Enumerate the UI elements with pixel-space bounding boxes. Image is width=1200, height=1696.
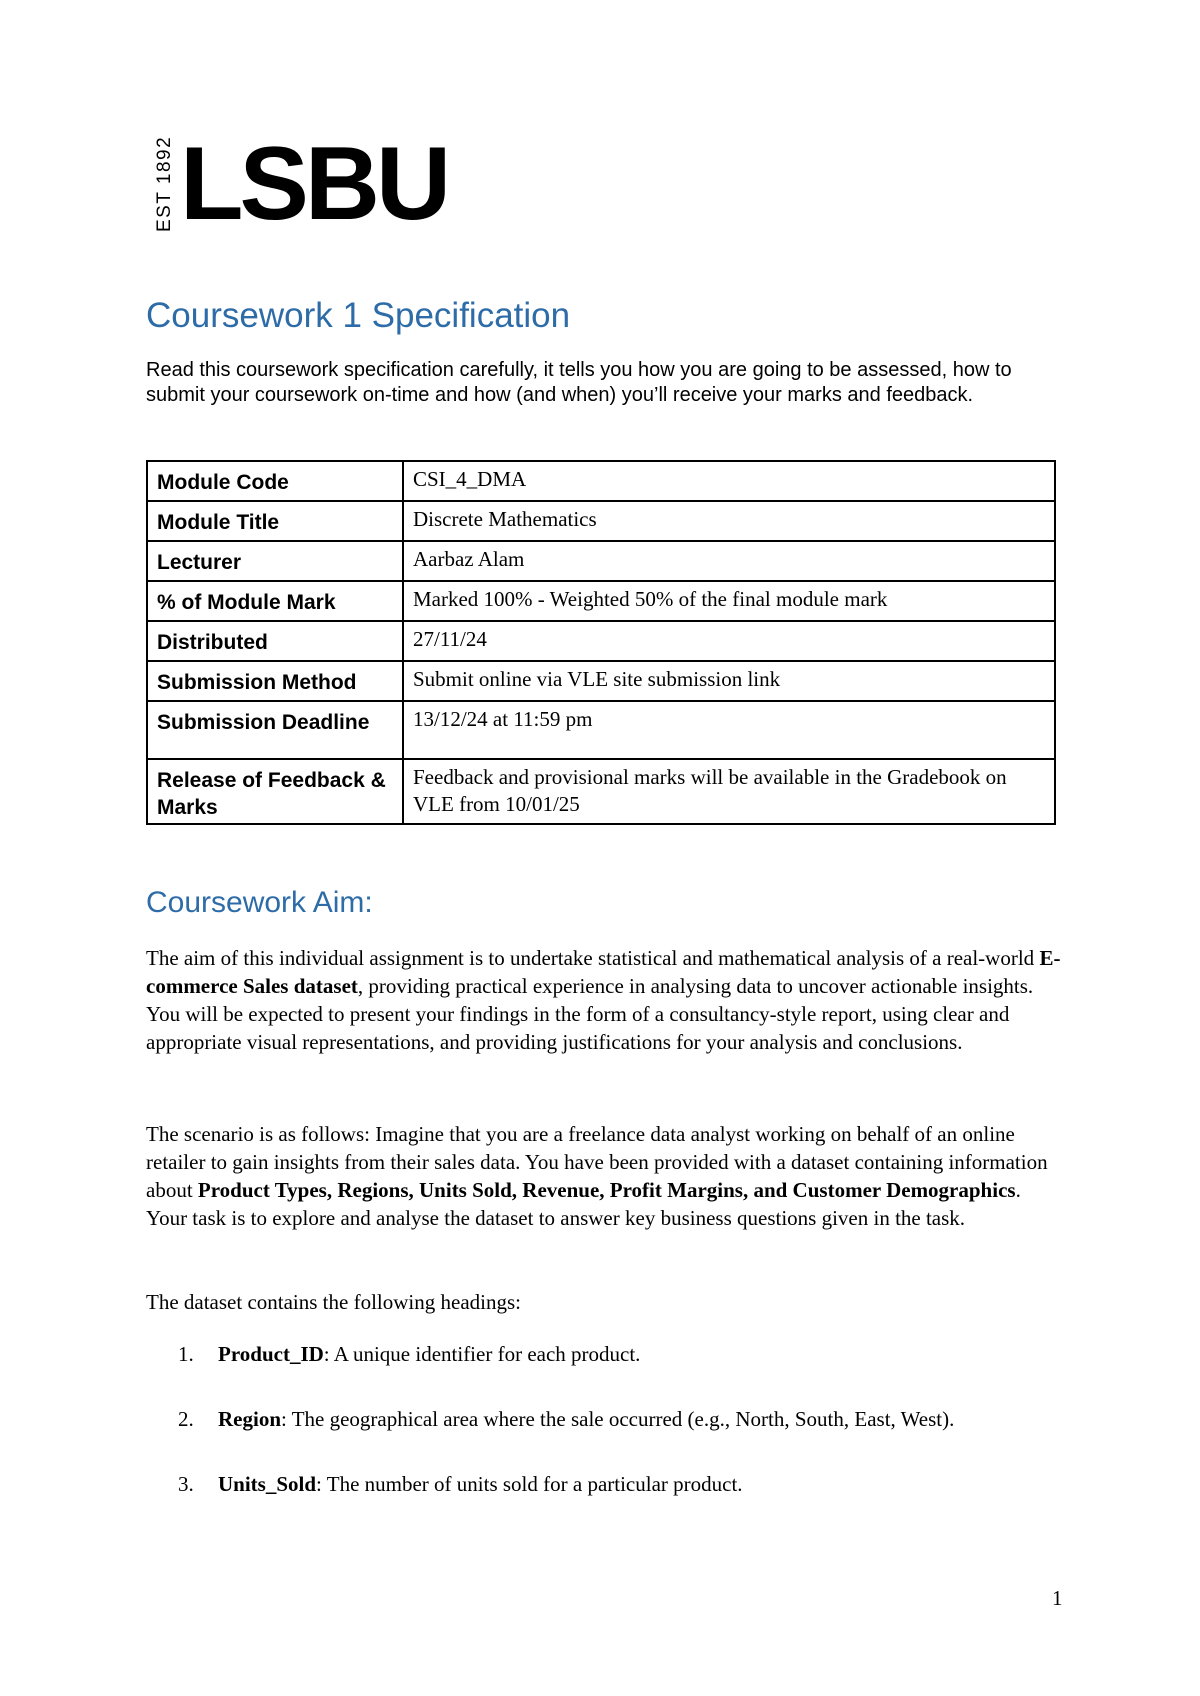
heading-name: Product_ID xyxy=(218,1342,324,1366)
table-row xyxy=(147,759,1055,824)
page-title: Coursework 1 Specification xyxy=(146,296,571,335)
row-label: Distributed xyxy=(147,621,403,661)
heading-desc: : The geographical area where the sale occurred (e.g., North, South, East, West). xyxy=(281,1407,955,1431)
row-label: Submission Deadline xyxy=(147,701,403,759)
heading-desc: : The number of units sold for a particular product. xyxy=(316,1472,743,1496)
row-value: Marked 100% - Weighted 50% of the final module mark xyxy=(403,581,1055,621)
row-label: Submission Method xyxy=(147,661,403,701)
dataset-headings-list xyxy=(146,1340,1056,1535)
table-row xyxy=(147,541,1055,581)
row-value: Feedback and provisional marks will be available in the Gradebook on VLE from 10/01/25 xyxy=(403,759,1055,824)
aim-text-before: The aim of this individual assignment is to undertake statistical and mathematical analysis of a real-world xyxy=(146,946,1040,970)
list-item xyxy=(146,1405,1056,1433)
scenario-text-before: The scenario is as follows: Imagine that you are a freelance data analyst working on behalf of an online retailer to gain insights from their sales data. You have been provided with a dataset containing information about xyxy=(146,1122,1048,1202)
logo-wordmark: LSBU xyxy=(180,126,448,242)
list-item xyxy=(146,1470,1056,1498)
scenario-text-after: . Your task is to explore and analyse the dataset to answer key business questions given in the task. xyxy=(146,1178,1021,1230)
list-number: 1. xyxy=(178,1342,194,1366)
row-label: Lecturer xyxy=(147,541,403,581)
row-value: Submit online via VLE site submission link xyxy=(403,661,1055,701)
table-row xyxy=(147,461,1055,501)
table-row xyxy=(147,661,1055,701)
row-value: Discrete Mathematics xyxy=(403,501,1055,541)
table-row xyxy=(147,501,1055,541)
row-value: 13/12/24 at 11:59 pm xyxy=(403,701,1055,759)
row-label: Release of Feedback & Marks xyxy=(147,759,403,824)
row-value: 27/11/24 xyxy=(403,621,1055,661)
list-number: 3. xyxy=(178,1472,194,1496)
intro-paragraph: Read this coursework specification carefully, it tells you how you are going to be assessed, how to submit your coursework on-time and how (and when) you’ll receive your marks and feedback. xyxy=(146,359,1012,406)
table-row xyxy=(147,581,1055,621)
aim-paragraph xyxy=(146,944,1066,1056)
table-row xyxy=(147,701,1055,759)
aim-text-after: , providing practical experience in analysing data to uncover actionable insights. You will be expected to present your findings in the form of a consultancy-style report, using clear and appropriate visual representations, and providing justifications for your analysis and conclusions. xyxy=(146,974,1034,1054)
aim-heading: Coursework Aim: xyxy=(146,886,373,919)
heading-name: Units_Sold xyxy=(218,1472,317,1496)
logo-est-text: EST 1892 xyxy=(154,135,175,232)
aim-text-bold: E-commerce Sales dataset xyxy=(146,946,1061,998)
list-item xyxy=(146,1340,1056,1368)
row-label: Module Code xyxy=(147,461,403,501)
row-label: % of Module Mark xyxy=(147,581,403,621)
scenario-text-bold: Product Types, Regions, Units Sold, Revenue, Profit Margins, and Customer Demographics xyxy=(197,1178,1016,1202)
page-number: 1 xyxy=(1052,1586,1063,1610)
row-label: Module Title xyxy=(147,501,403,541)
heading-desc: : A unique identifier for each product. xyxy=(323,1342,641,1366)
list-number: 2. xyxy=(178,1407,194,1431)
row-value: CSI_4_DMA xyxy=(403,461,1055,501)
module-info-table xyxy=(146,460,1056,825)
headings-intro: The dataset contains the following headings: xyxy=(146,1290,521,1314)
heading-name: Region xyxy=(218,1407,281,1431)
scenario-paragraph xyxy=(146,1120,1066,1232)
row-value: Aarbaz Alam xyxy=(403,541,1055,581)
table-row xyxy=(147,621,1055,661)
